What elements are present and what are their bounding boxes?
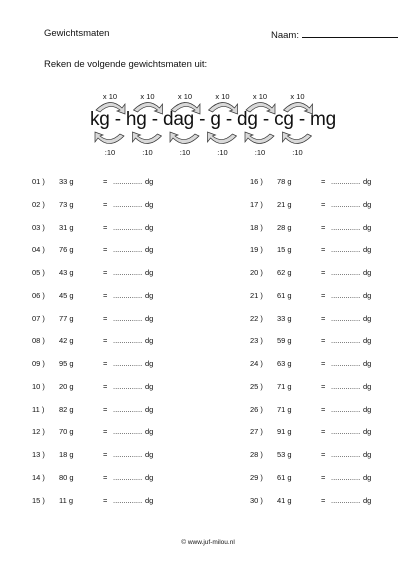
- divide-arrow: [283, 132, 312, 144]
- exercise-column-left: [32, 177, 202, 518]
- equals-sign: =: [321, 177, 326, 186]
- exercise-number: 09 ): [32, 359, 45, 368]
- equals-sign: =: [103, 268, 108, 277]
- equals-sign: =: [321, 199, 326, 209]
- answer-unit: dg: [145, 472, 154, 482]
- unit-mg: mg: [310, 109, 337, 130]
- divide-label: :10: [254, 148, 266, 157]
- divide-arrow: [133, 132, 162, 144]
- equals-sign: =: [103, 222, 108, 232]
- exercise-number: 07 ): [32, 313, 45, 323]
- exercise-row: [250, 382, 416, 405]
- exercise-number: 03 ): [32, 222, 45, 232]
- equals-sign: =: [103, 313, 108, 323]
- divide-label: :10: [292, 148, 303, 157]
- equals-sign: =: [103, 290, 108, 300]
- given-value: 45 g: [59, 290, 74, 300]
- exercise-number: 21 ): [250, 290, 263, 300]
- multiply-label: x 10: [140, 92, 155, 101]
- answer-blank[interactable]: ..............: [331, 450, 361, 459]
- answer-blank[interactable]: ..............: [113, 290, 143, 300]
- exercise-number: 08 ): [32, 336, 45, 346]
- answer-blank[interactable]: ..............: [331, 336, 361, 346]
- equals-sign: =: [321, 472, 326, 482]
- answer-blank[interactable]: ..............: [331, 359, 361, 368]
- given-value: 62 g: [277, 268, 292, 277]
- equals-sign: =: [321, 450, 326, 459]
- exercise-number: 28 ): [250, 450, 263, 459]
- given-value: 70 g: [59, 427, 74, 437]
- equals-sign: =: [103, 177, 108, 186]
- answer-blank[interactable]: ..............: [331, 313, 361, 323]
- answer-unit: dg: [363, 177, 372, 186]
- equals-sign: =: [321, 404, 326, 414]
- given-value: 71 g: [277, 381, 292, 391]
- unit-separator: -: [257, 109, 275, 130]
- conversion-scheme: [88, 92, 338, 158]
- given-value: 71 g: [277, 404, 292, 414]
- given-value: 41 g: [277, 495, 292, 505]
- given-value: 59 g: [277, 336, 292, 346]
- exercise-number: 01 ): [32, 177, 45, 186]
- answer-unit: dg: [145, 427, 154, 437]
- given-value: 91 g: [277, 427, 292, 437]
- answer-unit: dg: [363, 359, 372, 368]
- unit-sequence: [88, 109, 338, 131]
- answer-blank[interactable]: ..............: [113, 268, 143, 277]
- unit-separator: -: [194, 109, 211, 130]
- given-value: 82 g: [59, 404, 74, 414]
- given-value: 15 g: [277, 245, 292, 255]
- given-value: 78 g: [277, 177, 292, 186]
- exercise-row: [250, 314, 416, 337]
- equals-sign: =: [321, 336, 326, 346]
- given-value: 33 g: [277, 313, 292, 323]
- unit-dg: dg: [237, 109, 258, 130]
- equals-sign: =: [103, 450, 108, 459]
- equals-sign: =: [321, 245, 326, 255]
- exercise-row: [32, 427, 202, 450]
- answer-unit: dg: [145, 381, 154, 391]
- answer-unit: dg: [363, 427, 372, 437]
- exercise-number: 20 ): [250, 268, 263, 277]
- equals-sign: =: [321, 222, 326, 232]
- exercise-number: 12 ): [32, 427, 45, 437]
- divide-arrow: [170, 132, 199, 144]
- divide-label: :10: [217, 148, 228, 157]
- exercise-row: [250, 405, 416, 428]
- exercise-number: 24 ): [250, 359, 263, 368]
- answer-unit: dg: [145, 222, 154, 232]
- multiply-label: x 10: [290, 92, 305, 101]
- answer-unit: dg: [363, 381, 372, 391]
- exercise-number: 22 ): [250, 313, 263, 323]
- unit-hg: hg: [125, 109, 147, 130]
- exercise-row: [32, 359, 202, 382]
- answer-blank[interactable]: ..............: [331, 245, 361, 255]
- unit-cg: cg: [274, 109, 294, 130]
- equals-sign: =: [103, 336, 108, 346]
- exercise-row: [32, 200, 202, 223]
- exercise-number: 02 ): [32, 199, 45, 209]
- answer-blank[interactable]: ..............: [113, 313, 143, 323]
- name-field: [271, 28, 398, 41]
- given-value: 28 g: [277, 222, 292, 232]
- answer-blank[interactable]: ..............: [113, 199, 143, 209]
- answer-blank[interactable]: ..............: [113, 381, 143, 391]
- answer-unit: dg: [363, 222, 372, 232]
- equals-sign: =: [103, 495, 108, 505]
- name-label: Naam:: [271, 30, 299, 41]
- answer-unit: dg: [145, 199, 154, 209]
- unit-separator: -: [293, 109, 311, 130]
- answer-blank[interactable]: ..............: [113, 359, 143, 368]
- exercise-row: [250, 336, 416, 359]
- exercise-row: [32, 177, 202, 200]
- answer-unit: dg: [145, 450, 154, 459]
- given-value: 61 g: [277, 290, 292, 300]
- exercise-number: 15 ): [32, 495, 45, 505]
- given-value: 63 g: [277, 359, 292, 368]
- answer-blank[interactable]: ..............: [331, 404, 361, 414]
- equals-sign: =: [321, 313, 326, 323]
- answer-blank[interactable]: ..............: [331, 427, 361, 437]
- given-value: 21 g: [277, 199, 292, 209]
- answer-unit: dg: [363, 404, 372, 414]
- exercise-number: 25 ): [250, 381, 263, 391]
- exercise-row: [32, 336, 202, 359]
- answer-blank[interactable]: ..............: [113, 177, 143, 186]
- multiply-label: x 10: [177, 92, 193, 101]
- answer-blank[interactable]: ..............: [113, 495, 143, 505]
- exercise-number: 27 ): [250, 427, 263, 437]
- equals-sign: =: [103, 245, 108, 255]
- given-value: 61 g: [277, 472, 292, 482]
- unit-g: g: [210, 109, 221, 130]
- given-value: 76 g: [59, 245, 74, 255]
- exercise-row: [32, 450, 202, 473]
- instruction: Reken de volgende gewichtsmaten uit:: [44, 59, 208, 70]
- answer-unit: dg: [363, 450, 372, 459]
- multiply-label: x 10: [102, 92, 118, 101]
- given-value: 31 g: [59, 222, 74, 232]
- answer-blank[interactable]: ..............: [331, 381, 361, 391]
- answer-unit: dg: [145, 313, 154, 323]
- answer-unit: dg: [145, 245, 154, 255]
- exercise-number: 29 ): [250, 472, 263, 482]
- answer-unit: dg: [363, 199, 372, 209]
- exercise-row: [250, 427, 416, 450]
- exercise-number: 17 ): [250, 199, 263, 209]
- answer-blank[interactable]: ..............: [113, 404, 143, 414]
- given-value: 43 g: [59, 268, 74, 277]
- answer-unit: dg: [145, 495, 154, 505]
- exercise-row: [250, 200, 416, 223]
- given-value: 73 g: [59, 199, 74, 209]
- exercise-row: [32, 314, 202, 337]
- answer-unit: dg: [363, 290, 372, 300]
- given-value: 42 g: [59, 336, 74, 346]
- unit-separator: -: [220, 109, 238, 130]
- answer-unit: dg: [363, 313, 372, 323]
- answer-unit: dg: [145, 336, 154, 346]
- exercise-row: [250, 223, 416, 246]
- exercise-number: 26 ): [250, 404, 263, 414]
- footer-copyright: © www.juf-milou.nl: [181, 539, 235, 546]
- name-line[interactable]: [302, 28, 398, 38]
- answer-unit: dg: [363, 245, 372, 255]
- equals-sign: =: [321, 359, 326, 368]
- equals-sign: =: [103, 199, 108, 209]
- given-value: 20 g: [59, 381, 74, 391]
- exercise-number: 13 ): [32, 450, 45, 459]
- unit-dag: dag: [162, 109, 195, 130]
- equals-sign: =: [103, 404, 108, 414]
- given-value: 80 g: [59, 472, 74, 482]
- exercise-number: 18 ): [250, 222, 263, 232]
- exercise-row: [32, 268, 202, 291]
- divide-arrow: [95, 132, 124, 144]
- exercise-row: [250, 177, 416, 200]
- exercise-row: [32, 405, 202, 428]
- equals-sign: =: [321, 381, 326, 391]
- answer-blank[interactable]: ..............: [113, 222, 143, 232]
- answer-blank[interactable]: ..............: [331, 199, 361, 209]
- exercise-row: [250, 291, 416, 314]
- answer-unit: dg: [145, 268, 154, 277]
- exercise-number: 06 ): [32, 290, 45, 300]
- unit-kg: kg: [89, 109, 110, 130]
- exercise-row: [32, 245, 202, 268]
- exercise-row: [250, 359, 416, 382]
- exercise-row: [32, 223, 202, 246]
- answer-blank[interactable]: ..............: [331, 472, 361, 482]
- exercise-number: 05 ): [32, 268, 45, 277]
- equals-sign: =: [321, 427, 326, 437]
- equals-sign: =: [103, 359, 108, 368]
- exercise-row: [32, 473, 202, 496]
- answer-unit: dg: [363, 268, 372, 277]
- answer-blank[interactable]: ..............: [331, 222, 361, 232]
- answer-unit: dg: [363, 495, 372, 505]
- answer-blank[interactable]: ..............: [113, 336, 143, 346]
- divide-arrow: [208, 132, 237, 144]
- unit-separator: -: [146, 109, 163, 130]
- exercise-number: 19 ): [250, 245, 263, 255]
- given-value: 11 g: [59, 495, 74, 505]
- exercise-row: [32, 496, 202, 519]
- answer-blank[interactable]: ..............: [113, 450, 143, 459]
- divide-label: :10: [179, 148, 191, 157]
- equals-sign: =: [321, 268, 326, 277]
- unit-separator: -: [109, 109, 126, 130]
- answer-blank[interactable]: ..............: [331, 495, 361, 505]
- answer-blank[interactable]: ..............: [113, 427, 143, 437]
- equals-sign: =: [103, 381, 108, 391]
- equals-sign: =: [321, 290, 326, 300]
- exercise-number: 23 ): [250, 336, 263, 346]
- given-value: 33 g: [59, 177, 74, 186]
- answer-unit: dg: [145, 404, 154, 414]
- given-value: 18 g: [59, 450, 74, 459]
- exercise-row: [250, 450, 416, 473]
- exercise-number: 04 ): [32, 245, 45, 255]
- exercise-row: [32, 382, 202, 405]
- multiply-label: x 10: [252, 92, 268, 101]
- exercise-number: 11 ): [32, 404, 45, 414]
- divide-label: :10: [104, 148, 116, 157]
- given-value: 95 g: [59, 359, 74, 368]
- answer-blank[interactable]: ..............: [113, 245, 143, 255]
- multiply-label: x 10: [215, 92, 230, 101]
- answer-blank[interactable]: ..............: [331, 177, 361, 186]
- exercise-number: 16 ): [250, 177, 263, 186]
- exercise-number: 14 ): [32, 472, 45, 482]
- exercise-number: 10 ): [32, 381, 45, 391]
- exercise-row: [250, 245, 416, 268]
- answer-unit: dg: [145, 177, 154, 186]
- worksheet-title: Gewichtsmaten: [44, 28, 110, 39]
- given-value: 53 g: [277, 450, 292, 459]
- exercise-row: [250, 473, 416, 496]
- divide-arrow: [245, 132, 274, 144]
- exercise-column-right: [250, 177, 416, 518]
- answer-blank[interactable]: ..............: [113, 472, 143, 482]
- answer-blank[interactable]: ..............: [331, 268, 361, 277]
- equals-sign: =: [103, 472, 108, 482]
- divide-label: :10: [142, 148, 153, 157]
- equals-sign: =: [321, 495, 326, 505]
- given-value: 77 g: [59, 313, 74, 323]
- answer-unit: dg: [145, 290, 154, 300]
- answer-unit: dg: [145, 359, 154, 368]
- answer-unit: dg: [363, 472, 372, 482]
- equals-sign: =: [103, 427, 108, 437]
- answer-blank[interactable]: ..............: [331, 290, 361, 300]
- exercise-row: [250, 268, 416, 291]
- exercise-number: 30 ): [250, 495, 263, 505]
- answer-unit: dg: [363, 336, 372, 346]
- exercise-row: [32, 291, 202, 314]
- exercise-row: [250, 496, 416, 519]
